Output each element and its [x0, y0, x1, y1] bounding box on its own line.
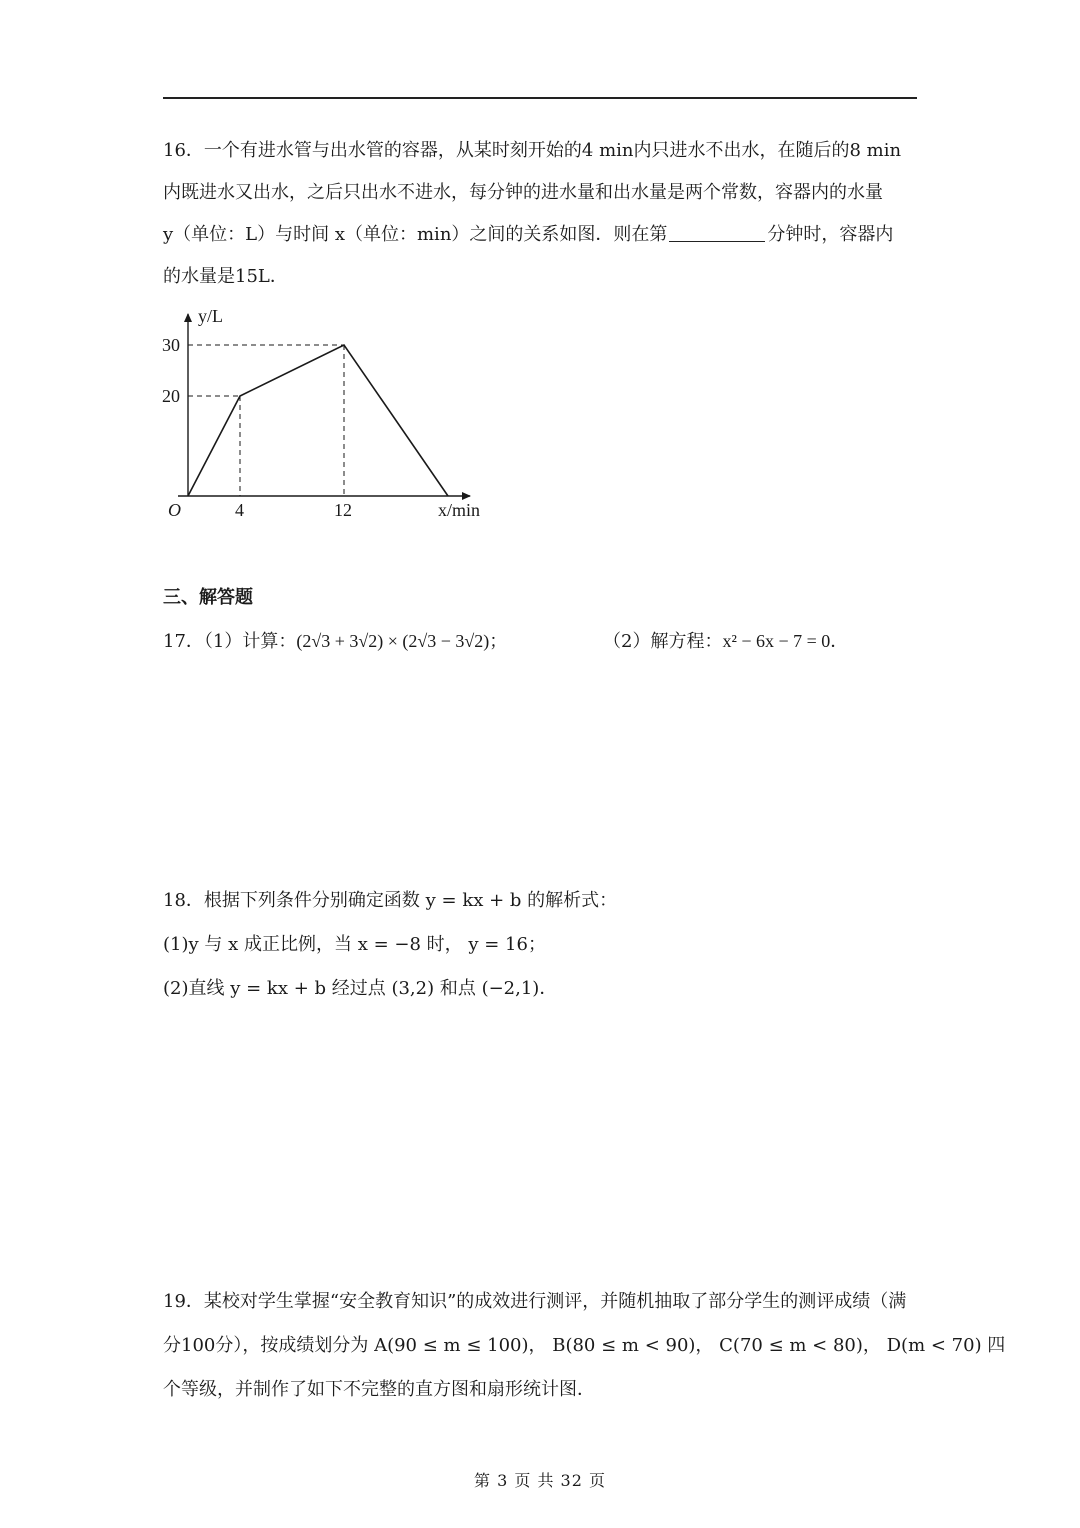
q17-part1-expression: (2√3 + 3√2) × (2√3 − 3√2)；	[296, 631, 508, 651]
graph-svg	[158, 300, 504, 532]
q16-line-3-text: y（单位：L）与时间 x（单位：min）之间的关系如图．则在第	[163, 224, 668, 245]
q16-line-1: 16．一个有进水管与出水管的容器，从某时刻开始的4 min内只进水不出水，在随后的8 min	[163, 140, 902, 161]
x-tick-4: 4	[235, 500, 244, 520]
section-title: 三、解答题	[163, 587, 253, 608]
q16-line-3-tail: 分钟时，容器内	[767, 224, 894, 245]
x-axis-label: x/min	[438, 500, 481, 520]
y-tick-30: 30	[162, 335, 180, 355]
q16-line-4: 的水量是15L．	[163, 266, 288, 287]
q16-line-3	[163, 214, 923, 256]
question-17	[163, 620, 923, 663]
question-18	[163, 880, 923, 1012]
volume-line	[188, 345, 448, 496]
x-tick-12: 12	[334, 500, 352, 520]
q17-part2-equation: x² − 6x − 7 = 0．	[722, 631, 849, 651]
header-rule	[163, 97, 917, 99]
answer-blank[interactable]	[669, 221, 765, 242]
y-axis-label: y/L	[198, 306, 223, 326]
q16-line-2: 内既进水又出水，之后只出水不进水，每分钟的进水量和出水量是两个常数，容器内的水量	[163, 182, 883, 203]
q18-line-3: (2)直线 y = kx + b 经过点 (3,2) 和点 (−2,1)．	[163, 978, 558, 999]
question-19	[163, 1280, 1006, 1412]
q18-line-1: 18．根据下列条件分别确定函数 y = kx + b 的解析式：	[163, 890, 618, 911]
q18-line-2: (1)y 与 x 成正比例，当 x = −8 时， y = 16；	[163, 934, 546, 955]
q19-line-3: 个等级，并制作了如下不完整的直方图和扇形统计图．	[163, 1379, 595, 1400]
page-number: 第 3 页 共 32 页	[474, 1471, 606, 1490]
q19-line-1: 19．某校对学生掌握“安全教育知识”的成效进行测评，并随机抽取了部分学生的测评成绩（满	[163, 1291, 907, 1312]
q19-line-2: 分100分），按成绩划分为 A(90 ≤ m ≤ 100)， B(80 ≤ m < 90)， C(70 ≤ m < 80)， D(m < 70) 四	[163, 1335, 1006, 1356]
water-volume-graph	[158, 300, 504, 532]
y-tick-20: 20	[162, 386, 180, 406]
origin-label: O	[168, 500, 181, 520]
q17-part1-label: 17．（1）计算：	[163, 631, 297, 652]
question-16	[163, 130, 923, 298]
q17-part2	[603, 620, 848, 663]
q17-part2-label: （2）解方程：	[603, 631, 723, 652]
